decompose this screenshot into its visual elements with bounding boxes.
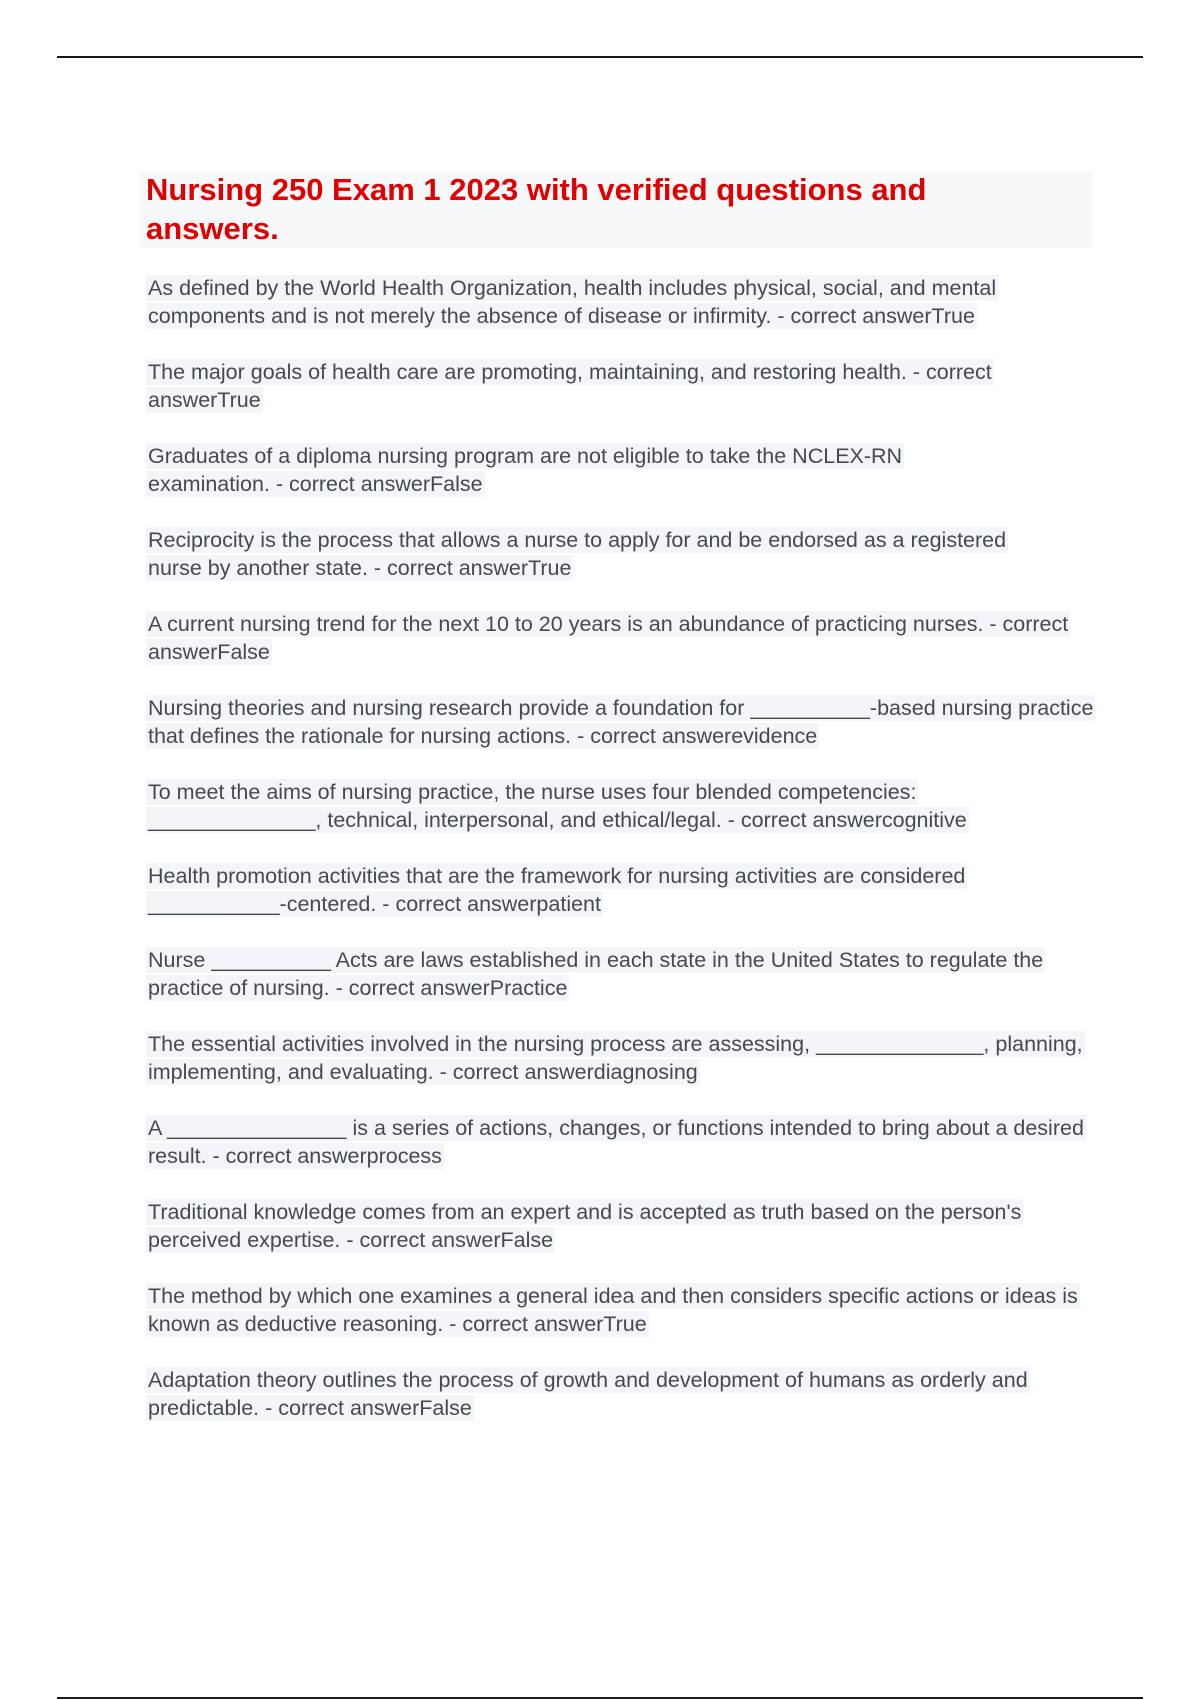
question-text: Graduates of a diploma nursing program are not eligible to take the NCLEX-RN examination. - correct answerFalse xyxy=(148,444,903,496)
question-text: Adaptation theory outlines the process of growth and development of humans as orderly and predictable. - correct answerFalse xyxy=(148,1368,1028,1420)
bottom-rule xyxy=(57,1697,1143,1699)
question-item xyxy=(146,1282,1096,1338)
question-text: Nursing theories and nursing research provide a foundation for __________-based nursing practice that defines the rationale for nursing actions. - correct answerevidence xyxy=(148,696,1094,748)
question-text: As defined by the World Health Organization, health includes physical, social, and mental components and is not merely the absence of disease or infirmity. - correct answerTrue xyxy=(148,276,997,328)
top-rule xyxy=(57,56,1143,58)
question-item xyxy=(146,610,1096,666)
question-text: The method by which one examines a general idea and then considers specific actions or ideas is known as deductive reasoning. - correct answerTrue xyxy=(148,1284,1078,1336)
document-title: Nursing 250 Exam 1 2023 with verified questions and answers. xyxy=(146,172,927,246)
question-item xyxy=(146,946,1046,1002)
question-text: To meet the aims of nursing practice, the nurse uses four blended competencies: ______________, technical, interpersonal, and ethical/legal. - correct answercognitive xyxy=(148,780,967,832)
question-item xyxy=(146,862,1096,918)
question-item xyxy=(146,274,1036,330)
question-text: Reciprocity is the process that allows a nurse to apply for and be endorsed as a registered nurse by another state. - correct answerTrue xyxy=(148,528,1007,580)
question-list xyxy=(146,274,1096,1450)
question-item xyxy=(146,1114,1096,1170)
question-text: Nurse __________ Acts are laws established in each state in the United States to regulate the practice of nursing. - correct answerPractice xyxy=(148,948,1044,1000)
question-text: A _______________ is a series of actions, changes, or functions intended to bring about a desired result. - correct answerprocess xyxy=(148,1116,1084,1168)
question-item xyxy=(146,1198,1066,1254)
question-item xyxy=(146,1366,1096,1422)
question-item xyxy=(146,442,1006,498)
question-item xyxy=(146,358,1026,414)
question-item xyxy=(146,778,1076,834)
question-item xyxy=(146,526,1026,582)
question-text: Traditional knowledge comes from an expert and is accepted as truth based on the person's perceived expertise. - correct answerFalse xyxy=(148,1200,1022,1252)
question-text: A current nursing trend for the next 10 to 20 years is an abundance of practicing nurses. - correct answerFalse xyxy=(148,612,1069,664)
question-item xyxy=(146,694,1096,750)
question-text: The major goals of health care are promoting, maintaining, and restoring health. - correct answerTrue xyxy=(148,360,992,412)
question-text: Health promotion activities that are the framework for nursing activities are considered ___________-centered. - correct answerpatient xyxy=(148,864,966,916)
question-item xyxy=(146,1030,1096,1086)
question-text: The essential activities involved in the nursing process are assessing, ______________, planning, implementing, and evaluating. - correct answerdiagnosing xyxy=(148,1032,1083,1084)
